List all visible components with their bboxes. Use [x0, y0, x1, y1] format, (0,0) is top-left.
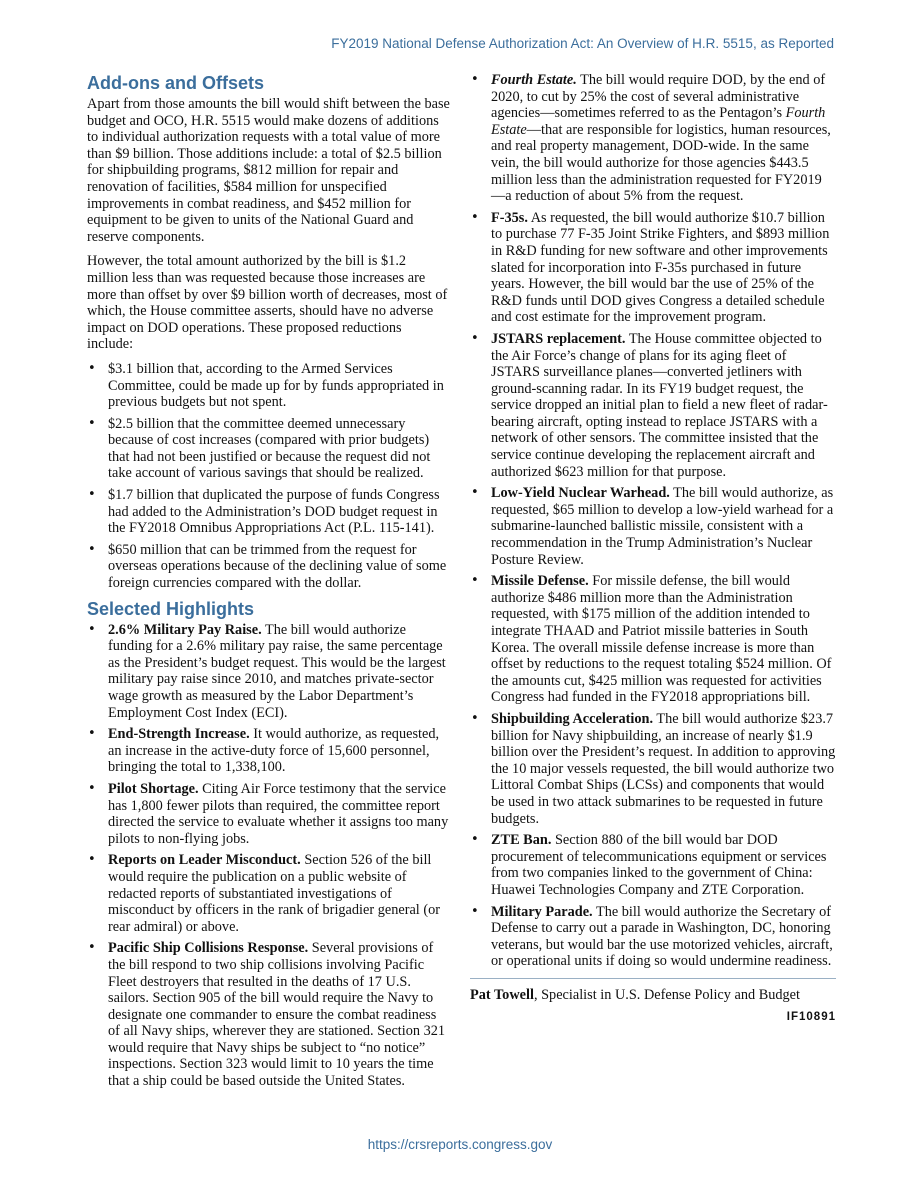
- highlight-lead: End-Strength Increase.: [108, 726, 250, 743]
- highlight-military-parade: [470, 904, 836, 970]
- highlight-zte-ban: [470, 832, 836, 898]
- highlight-nuclear-warhead: [470, 485, 836, 568]
- highlights-list-right: [470, 72, 836, 970]
- report-id: IF10891: [786, 1011, 836, 1024]
- highlight-text: The House committee objected to the Air Force’s change of plans for its aging fleet of JSTARS surveillance planes—converted jetliners with ground-scanning radar. In its FY19 budget request, the service dropped an initial plan to field a new fleet of radar-bearing aircraft, opting instead to replace JSTARS with a network of other sensors. The committee insisted that the service continue developing the replacement aircraft and authorized $623 million for that purpose.: [491, 330, 828, 480]
- highlight-ship-collisions: [87, 940, 450, 1089]
- highlight-lead: Pacific Ship Collisions Response.: [108, 940, 309, 957]
- highlights-list-left: [87, 622, 450, 1090]
- reduction-item: • $1.7 billion that duplicated the purpose of funds Congress had added to the Administration’s DOD budget request in the FY2018 Omnibus Appropriations Act (P.L. 115-141).: [87, 487, 450, 537]
- highlight-lead: Fourth Estate.: [491, 72, 577, 88]
- highlight-italic-term: Fourth Estate: [491, 105, 826, 138]
- left-column: [87, 72, 450, 1095]
- highlight-lead: 2.6% Military Pay Raise.: [108, 621, 262, 638]
- highlight-text: The bill would authorize funding for a 2.6% military pay raise, the same percentage as the President’s budget request. This would be the largest military pay raise since 2010, and matches private-sector wage growth as measured by the Labor Department’s Employment Cost Index (ECI).: [108, 621, 446, 721]
- highlight-fourth-estate: [470, 72, 836, 205]
- highlights-heading: Selected Highlights: [87, 598, 255, 619]
- highlight-text: Citing Air Force testimony that the service has 1,800 fewer pilots than required, the committee report directed the service to evaluate whether it assigns too many pilots to non-flying jobs.: [108, 780, 449, 847]
- highlight-lead: ZTE Ban.: [491, 832, 552, 849]
- addons-paragraph-1: Apart from those amounts the bill would shift between the base budget and OCO, H.R. 5515 would make dozens of additions to individual authorization requests with a total value of more than $9 billion. Those additions include: a total of $2.5 billion for shipbuilding programs, $812 million for repair and renovation of facilities, $584 million for unspecified improvements in combat readiness, and $452 million for equipment to be given to units of the National Guard and reserve components.: [87, 96, 450, 245]
- highlight-text: The bill would authorize, as requested, $65 million to develop a low-yield warhead for a submarine-launched ballistic missile, consistent with a recommendation in the Trump Administration’s Nuclear Posture Review.: [491, 485, 834, 568]
- right-column: [470, 72, 836, 1026]
- highlight-lead: Pilot Shortage.: [108, 780, 199, 797]
- author-line: [470, 978, 836, 1004]
- highlight-text: The bill would authorize the Secretary of Defense to carry out a parade in Washington, DC, honoring veterans, but would bar the use motorized vehicles, aircraft, or operational units if doing so would undermine readiness.: [491, 903, 833, 970]
- highlight-leader-misconduct: [87, 852, 450, 935]
- highlight-text: The bill would authorize $23.7 billion for Navy shipbuilding, an increase of nearly $1.9 billion over the President’s request. In addition to approving the 10 major vessels requested, the bill would authorize two Littoral Combat Ships (LCSs) and components that would be used in two attack submarines to be requested in future budgets.: [491, 710, 836, 827]
- highlight-missile-defense: [470, 573, 836, 706]
- highlight-lead: Shipbuilding Acceleration.: [491, 710, 654, 727]
- author-role: , Specialist in U.S. Defense Policy and Budget: [533, 986, 800, 1003]
- highlight-lead: JSTARS replacement.: [491, 330, 626, 347]
- highlight-jstars: [470, 331, 836, 480]
- highlight-text: It would authorize, as requested, an increase in the active-duty force of 15,600 personnel, bringing the total to 1,338,100.: [108, 726, 440, 776]
- highlight-lead: Military Parade.: [491, 903, 593, 920]
- page-header: FY2019 National Defense Authorization Act: An Overview of H.R. 5515, as Reported: [331, 36, 834, 51]
- reductions-list: [87, 361, 450, 592]
- highlight-text: Section 526 of the bill would require the publication on a public website of redacted reports of substantiated investigations of misconduct by officers in the rank of brigadier general (or rear admiral) or above.: [108, 852, 441, 935]
- highlight-pay-raise: [87, 622, 450, 722]
- addons-paragraph-2: However, the total amount authorized by the bill is $1.2 million less than was requested because those increases are more than offset by over $9 billion worth of decreases, most of which, the House committee asserts, should have no adverse impact on DOD operations. These proposed reductions include:: [87, 253, 448, 353]
- highlight-text: —that are responsible for logistics, human resources, and real property management, DOD-wide. In the same vein, the bill would authorize for those agencies $443.5 million less than the administration requested for FY2019—a reduction of about 5% from the request.: [491, 121, 831, 205]
- author-name: Pat Towell: [470, 986, 534, 1003]
- reduction-item: • $2.5 billion that the committee deemed unnecessary because of cost increases (compared with prior budgets) that had not been justified or because the request did not take account of various savings that should be realized.: [87, 416, 450, 482]
- highlight-lead: Reports on Leader Misconduct.: [108, 852, 301, 869]
- highlight-pilot-shortage: [87, 781, 450, 847]
- highlight-lead: F-35s.: [491, 209, 528, 226]
- reduction-item: • $650 million that can be trimmed from the request for overseas operations because of the declining value of some foreign currencies compared with the dollar.: [87, 542, 450, 592]
- highlight-f35: [470, 210, 836, 326]
- highlight-lead: Low-Yield Nuclear Warhead.: [491, 485, 670, 502]
- highlight-lead: Missile Defense.: [491, 573, 589, 590]
- addons-heading: Add-ons and Offsets: [87, 73, 265, 93]
- footer-link[interactable]: https://crsreports.congress.gov: [367, 1137, 553, 1152]
- highlight-text: As requested, the bill would authorize $10.7 billion to purchase 77 F-35 Joint Strike Fighters, and $893 million in R&D funding for new software and other improvements slated for incorporation into F-35s purchased in future years. However, the bill would bar the use of 25% of the R&D funds until DOD gives Congress a detailed schedule and cost estimate for the improvement program.: [491, 209, 830, 326]
- highlight-text: Section 880 of the bill would bar DOD procurement of telecommunications equipment or services from two companies linked to the government of China: Huawei Technologies Company and ZTE Corporation.: [491, 832, 827, 898]
- highlight-text: The bill would require DOD, by the end of 2020, to cut by 25% the cost of several administrative agencies—sometimes referred to as the Pentagon’s: [491, 72, 826, 122]
- highlight-text: Several provisions of the bill respond to two ship collisions involving Pacific Fleet destroyers that resulted in the deaths of 17 U.S. sailors. Section 905 of the bill would require the Navy to designate one commander to ensure the combat readiness of all Navy ships, wherever they are stationed. Section 321 would require that Navy ships be subject to “no notice” inspections. Section 323 would limit to 10 years the time that a ship could be based outside the United States.: [108, 940, 446, 1090]
- highlight-text: For missile defense, the bill would authorize $486 million more than the Administration requested, with $175 million of the addition intended to integrate THAAD and Patriot missile batteries in South Korea. The overall missile defense increase is more than offset by reductions to the request totaling $524 million. Of the amounts cut, $425 million was requested for activities Congress had funded in the FY2018 appropriations bill.: [491, 573, 832, 706]
- highlight-shipbuilding: [470, 711, 836, 827]
- highlight-end-strength: [87, 726, 450, 776]
- reduction-item: • $3.1 billion that, according to the Armed Services Committee, could be made up for by funds appropriated in previous budgets but not spent.: [87, 361, 450, 411]
